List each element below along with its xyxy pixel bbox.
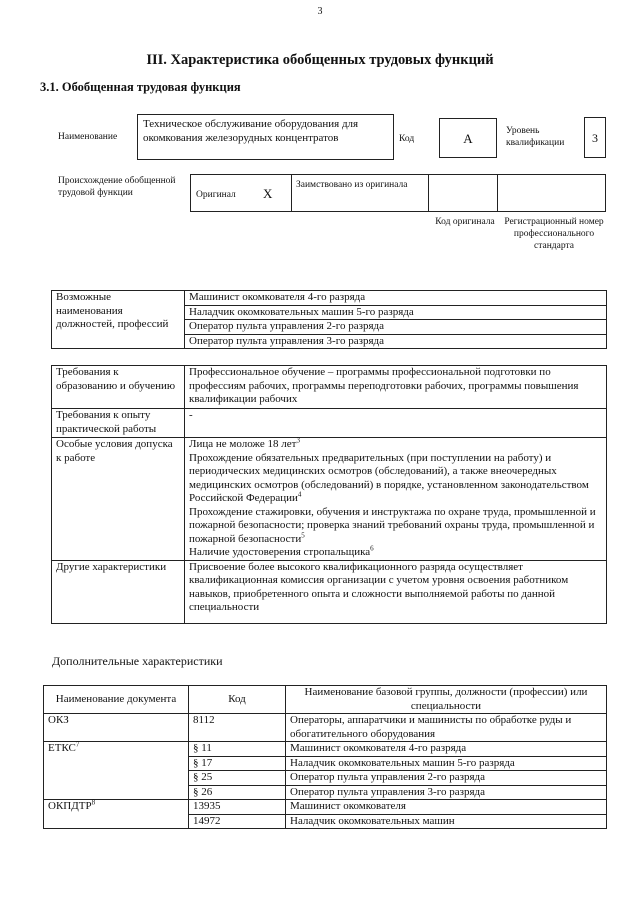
special-conditions-value <box>185 438 607 561</box>
okpdtr-code: 13935 <box>189 800 286 815</box>
subsection-title: 3.1. Обобщенная трудовая функция <box>40 80 241 94</box>
header-document: Наименование документа <box>44 686 189 714</box>
etks-code: § 26 <box>189 785 286 800</box>
etks-name: Машинист окомкователя 4-го разряда <box>286 742 607 757</box>
origin-table <box>190 174 606 212</box>
code-value: А <box>463 131 473 146</box>
position-item: Наладчик окомковательных машин 5-го разряда <box>185 306 606 321</box>
positions-label: Возможные наименования должностей, профессий <box>52 291 185 349</box>
etks-code: § 25 <box>189 771 286 786</box>
function-name-box <box>137 114 394 160</box>
original-label: Оригинал <box>196 190 236 200</box>
etks-code: § 11 <box>189 742 286 757</box>
experience-label: Требования к опыту практической работы <box>52 409 185 438</box>
okz-name: Операторы, аппаратчики и машинисты по обработке руды и обогатительного оборудования <box>286 714 607 742</box>
okpdtr-name: Наладчик окомковательных машин <box>286 814 607 829</box>
okpdtr-label: ОКПДТР$^8$ <box>44 800 189 829</box>
special-item: Наличие удостоверения стропальщика$^6$ <box>189 544 374 558</box>
etks-code: § 17 <box>189 756 286 771</box>
header-name: Наименование базовой группы, должности (профессии) или специальности <box>286 686 607 714</box>
name-label: Наименование <box>58 132 118 142</box>
origin-label: Происхождение обобщенной трудовой функции <box>58 176 176 198</box>
positions-table <box>51 290 607 349</box>
code-value-box <box>439 118 497 158</box>
position-item: Оператор пульта управления 2-го разряда <box>185 320 606 335</box>
requirements-table <box>51 365 607 624</box>
experience-value: - <box>185 409 607 438</box>
okz-label: ОКЗ <box>44 714 189 742</box>
positions-list <box>185 291 607 349</box>
section-title: III. Характеристика обобщенных трудовых функций <box>146 52 494 68</box>
special-item: Прохождение обязательных предварительных (при поступлении на работу) и периодических медицинских осмотров (обследований), а также внеочередных медицинских осмотров (обследований) в порядке, установленном законодательством Российской Федерации$^4$ <box>189 451 589 504</box>
level-value: 3 <box>592 131 598 145</box>
reg-number-caption: Регистрационный номер профессионального стандарта <box>504 217 604 251</box>
etks-label: ЕТКС$^7$ <box>44 742 189 800</box>
header-code: Код <box>189 686 286 714</box>
special-item: Лица не моложе 18 лет$^3$ <box>189 436 300 450</box>
education-label: Требования к образованию и обучению <box>52 366 185 409</box>
etks-name: Оператор пульта управления 2-го разряда <box>286 771 607 786</box>
etks-name: Наладчик окомковательных машин 5-го разряда <box>286 756 607 771</box>
borrowed-label: Заимствовано из оригинала <box>296 180 408 190</box>
special-conditions-label: Особые условия допуска к работе <box>52 438 185 561</box>
original-cell <box>190 174 292 212</box>
additional-title: Дополнительные характеристики <box>52 654 223 668</box>
position-item: Оператор пульта управления 3-го разряда <box>189 334 384 347</box>
special-item: Прохождение стажировки, обучения и инструктажа по охране труда, промышленной и пожарной безопасности; проверка знаний требований охраны труда, промышленной и пожарной безопасности$^5$ <box>189 505 596 545</box>
code-original-cell <box>428 174 498 212</box>
other-label: Другие характеристики <box>52 560 185 623</box>
education-value: Профессиональное обучение – программы профессиональной подготовки по профессиям рабочих, программы переподготовки рабочих, программы повышения квалификации рабочих <box>185 366 607 409</box>
level-value-box <box>584 117 606 158</box>
level-label: Уровень квалификации <box>506 126 565 148</box>
function-name-value: Техническое обслуживание оборудования для окомкования железорудных концентратов <box>143 118 359 144</box>
page-number: 3 <box>317 6 323 17</box>
reg-number-cell <box>497 174 606 212</box>
okpdtr-code: 14972 <box>189 814 286 829</box>
okz-code: 8112 <box>189 714 286 742</box>
borrowed-cell <box>291 174 429 212</box>
position-item: Машинист окомкователя 4-го разряда <box>185 291 606 306</box>
okpdtr-name: Машинист окомкователя <box>286 800 607 815</box>
code-original-caption: Код оригинала <box>435 217 495 227</box>
code-label: Код <box>399 134 415 144</box>
original-mark: X <box>263 186 273 201</box>
etks-name: Оператор пульта управления 3-го разряда <box>286 785 607 800</box>
additional-table <box>43 685 607 829</box>
other-value: Присвоение более высокого квалификационного разряда осуществляет квалификационная комиссия организации с учетом уровня освоения работником навыков, приобретенного опыта и сложности выполняемой работы по данной специальности <box>185 560 607 623</box>
